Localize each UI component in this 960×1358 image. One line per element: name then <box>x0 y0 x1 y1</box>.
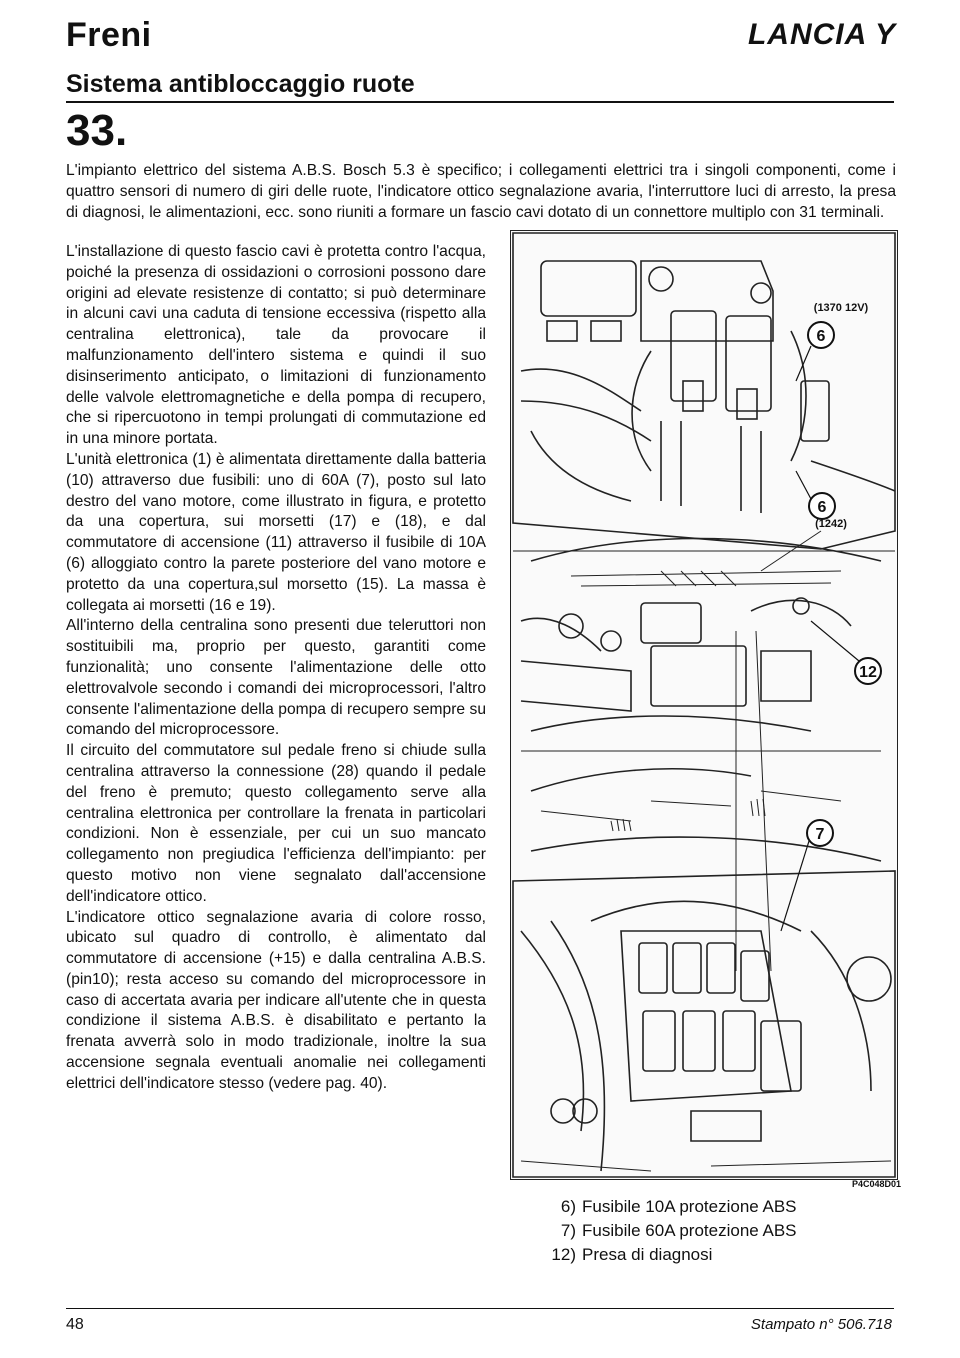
caption-number: 6) <box>560 1197 576 1216</box>
callout-12: 12 <box>859 664 877 681</box>
caption-text: Fusibile 10A protezione ABS <box>582 1197 797 1216</box>
body-paragraph: All'interno della centralina sono presenti due teleruttori non sostituibili ma, proprio per questo, garantiti come funzionalità; uno consente l'alimentazione delle otto elettrovalvole secondo i comandi dei microprocessori, l'altro consente l'alimentazione della pompa di recupero sempre su comando del microprocessore. <box>66 617 486 739</box>
caption-number: 7) <box>560 1221 576 1240</box>
callout-6-top: 6 <box>816 328 826 345</box>
intro-paragraph: L'impianto elettrico del sistema A.B.S. Bosch 5.3 è specifico; i collegamenti elettrici tra i singoli componenti, come i quattro sensori di numero di giri delle ruote, l'indicatore ottico segnalazione avaria, l'interruttore luci di arresto, la presa di diagnosi, le alimentazioni, ecc. sono riuniti a formare un fascio cavi dotato di un connettore multiplo con 31 terminali. <box>66 162 896 221</box>
caption-number: 12) <box>551 1245 576 1264</box>
caption-item <box>540 1243 840 1267</box>
engine-bay-illustration <box>510 230 898 1180</box>
callout-7: 7 <box>815 826 825 843</box>
caption-text: Fusibile 60A protezione ABS <box>582 1221 797 1240</box>
caption-item <box>540 1195 840 1219</box>
caption-item <box>540 1219 840 1243</box>
page-number: 48 <box>66 1316 84 1333</box>
inset-fuse-10a <box>513 233 895 549</box>
figure-captions <box>540 1195 840 1267</box>
brand-name: LANCIA Y <box>747 18 896 51</box>
footer-rule <box>66 1308 894 1309</box>
body-paragraph: Il circuito del commutatore sul pedale freno si chiude sulla centralina attraverso la connessione (28) quando il pedale del freno è premuto; questo collegamento serve alla centralina elettronica per controllare la frenata in particolari condizioni. Non è essenziale, per cui un suo mancato collegamento non pregiudica l'efficienza dell'impianto: per questo motivo non viene segnalato dall'accensione dell'indicatore ottico. <box>66 742 486 905</box>
illustration-drawing <box>511 231 897 1179</box>
header-rule <box>66 101 894 103</box>
section-number: 33. <box>66 106 128 155</box>
body-paragraph: L'indicatore ottico segnalazione avaria di colore rosso, ubicato sul quadro di controllo, è alimentato dal commutatore di accensione (+15) e dalla centralina A.B.S. (pin10); resta acceso su comando del microprocessore in caso di accertata avaria per indicare all'utente che in questa condizione il sistema A.B.S. è disabilitato e pertanto la frenata avverrà solo in modo tradizionale, inoltre la sua accensione segnala eventuali anomalie nei collegamenti elettrici dell'indicatore stesso (vedere pag. 40). <box>66 908 486 1092</box>
print-reference: Stampato n° 506.718 <box>750 1316 892 1333</box>
callout-6-bottom: 6 <box>817 499 827 516</box>
callout-6-top-code: (1370 12V) <box>813 302 869 314</box>
page-subtitle: Sistema antibloccaggio ruote <box>66 70 415 98</box>
inset-fuse-60a <box>513 871 895 1177</box>
figure-code: P4C048D01 <box>852 1179 902 1189</box>
body-paragraph: L'unità elettronica (1) è alimentata direttamente dalla batteria (10) attraverso due fusibili: uno di 60A (7), posto sul lato destro del vano motore, come illustrato in figura, e protetto da una copertura, sui morsetti (17) e (18), e dal commutatore di accensione (11) attraverso il fusibile di 10A (6) alloggiato contro la parete posteriore del vano motore e protetto da una copertura,sul morsetto (15). La massa è collegata ai morsetti (16 e 19). <box>66 450 486 614</box>
callout-6-bottom-code: (1242) <box>815 518 847 530</box>
body-column <box>66 242 486 1095</box>
body-paragraph: L'installazione di questo fascio cavi è protetta contro l'acqua, poiché la presenza di ossidazioni o corrosioni possono dare origini ad elevate resistenze di contatto; si può determinare in alcuni cavi una caduta di tensione eccessiva (rispetto alla centralina elettronica), tale da provocare il malfunzionamento dell'intero sistema e quindi il suo disinserimento anticipato, o limitazioni di funzionamento delle valvole elettromagnetiche e della pompa di recupero, che si ripercuotono in tempi prolungati di commutazione ed in una minore portata. <box>66 243 486 448</box>
page-title: Freni <box>66 16 152 54</box>
caption-text: Presa di diagnosi <box>582 1245 713 1264</box>
